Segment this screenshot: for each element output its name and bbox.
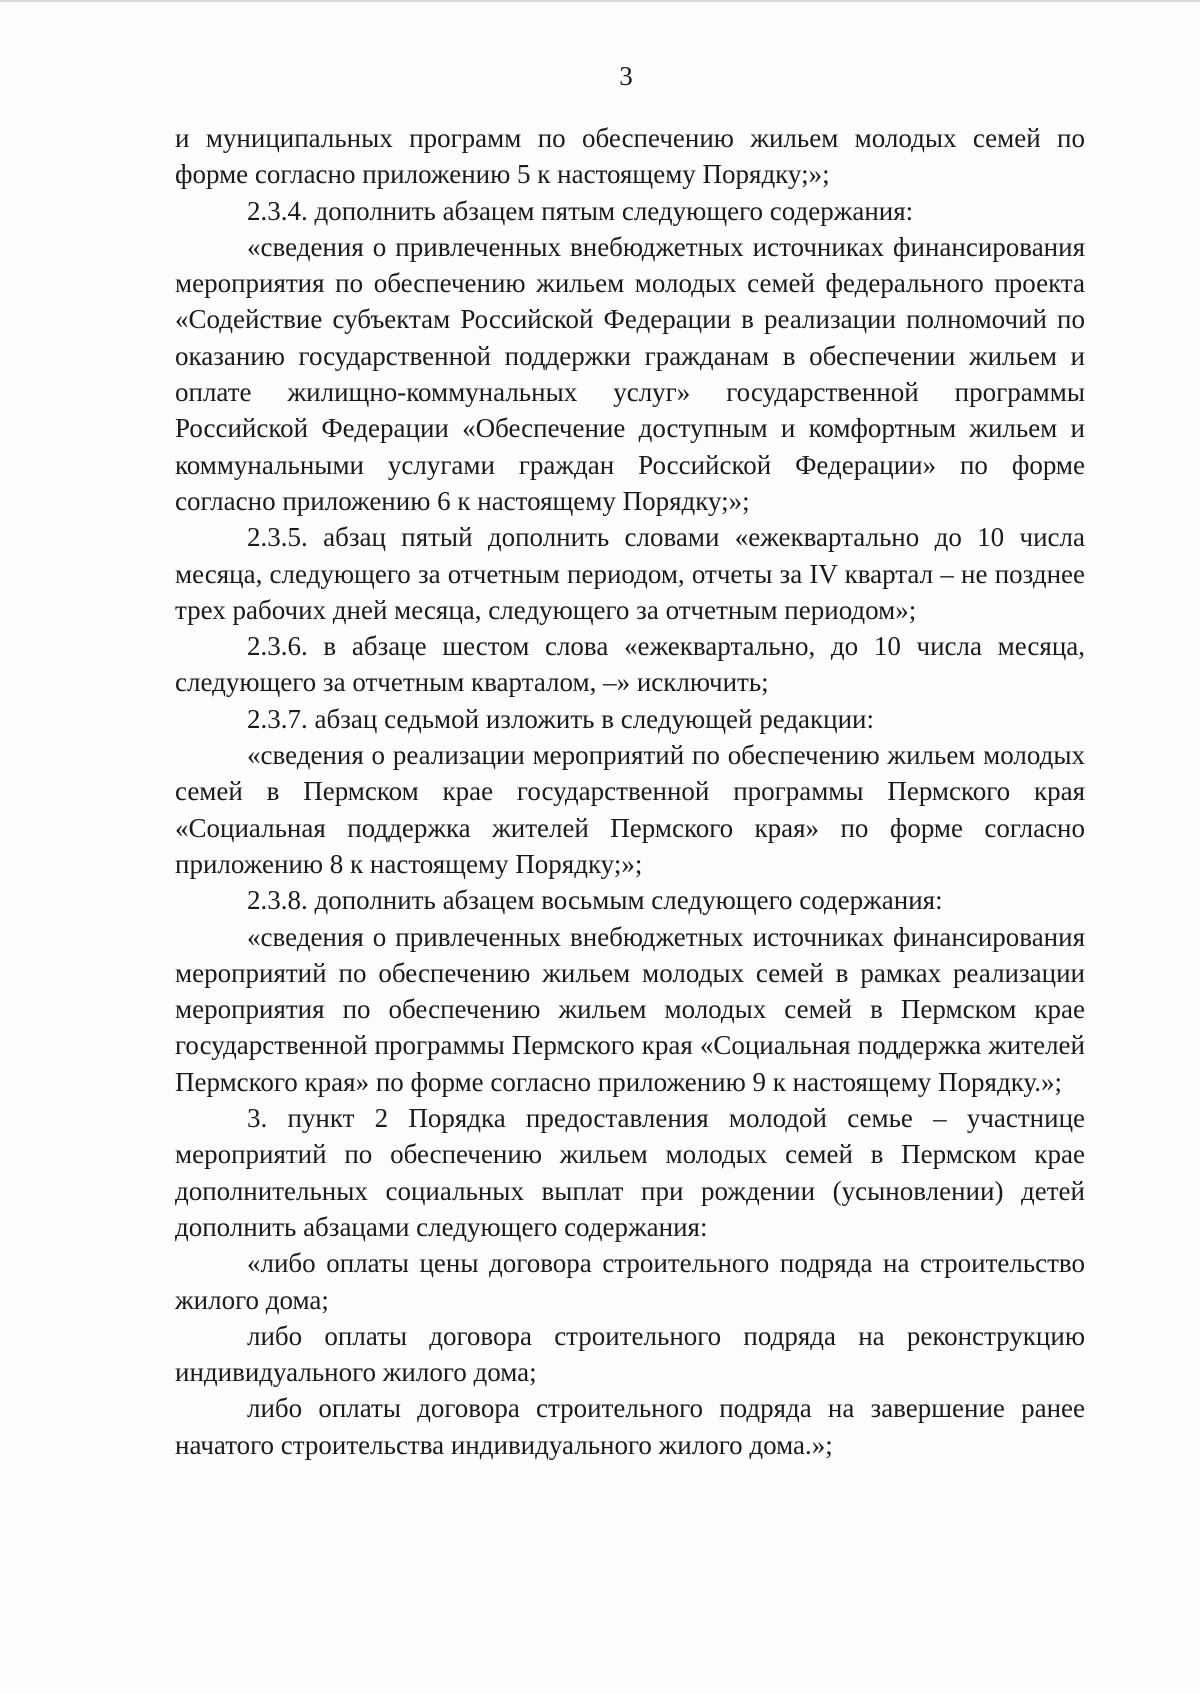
paragraph-completion: либо оплаты договора строительного подряда на завершение ранее начатого строительства индивидуального жилого дома.»; [175,1393,1085,1460]
document-body [175,120,1085,1463]
page-number: 3 [619,61,633,91]
paragraph-reconstruction: либо оплаты договора строительного подряда на реконструкцию индивидуального жилого дома; [175,1320,1085,1388]
paragraph-3: 3. пункт 2 Порядка предоставления молодой семье – участнице мероприятий по обеспечению жильем молодых семей в Пермском крае дополнительных социальных выплат при рождении (усыновлении) детей дополнить абзацами следующего содержания: [175,1103,1085,1242]
paragraph-quote-extrabudgetary-federal: «сведения о привлеченных внебюджетных источниках финансирования мероприятия по обеспечению жильем молодых семей федерального проекта «Содействие субъектам Российской Федерации в реализации полномочий по оказанию государственной поддержки гражданам в обеспечении жильем и оплате жилищно-коммунальных услуг» государственной программы Российской Федерации «Обеспечение доступным и комфортным жильем и коммунальными услугами граждан Российской Федерации» по форме согласно приложению 6 к настоящему Порядку;»; [175,231,1085,516]
paragraph-2-3-7: 2.3.7. абзац седьмой изложить в следующей редакции: [247,703,875,734]
paragraph-2-3-6: 2.3.6. в абзаце шестом слова «ежеквартально, до 10 числа месяца, следующего за отчетным кварталом, –» исключить; [175,631,1085,698]
paragraph-quote-implementation-perm: «сведения о реализации мероприятий по обеспечению жильем молодых семей в Пермском крае государственной программы Пермского края «Социальная поддержка жителей Пермского края» по форме согласно приложению 8 к настоящему Порядку;»; [175,740,1085,879]
paragraph-quote-construction: «либо оплаты цены договора строительного подряда на строительство жилого дома; [175,1248,1085,1315]
page-top-edge [0,0,1200,2]
paragraph-quote-extrabudgetary-perm: «сведения о привлеченных внебюджетных источниках финансирования мероприятий по обеспечению жильем молодых семей в рамках реализации мероприятия по обеспечению жильем молодых семей в Пермском крае государственной программы Пермского края «Социальная поддержка жителей Пермского края» по форме согласно приложению 9 к настоящему Порядку.»; [175,921,1085,1097]
paragraph-continuation: и муниципальных программ по обеспечению жильем молодых семей по форме согласно приложению 5 к настоящему Порядку;»; [175,123,1085,190]
paragraph-2-3-4: 2.3.4. дополнить абзацем пятым следующего содержания: [247,195,914,226]
paragraph-2-3-5: 2.3.5. абзац пятый дополнить словами «ежеквартально до 10 числа месяца, следующего за отчетным периодом, отчеты за IV квартал – не позднее трех рабочих дней месяца, следующего за отчетным периодом»; [175,522,1085,625]
paragraph-2-3-8: 2.3.8. дополнить абзацем восьмым следующего содержания: [247,885,943,916]
